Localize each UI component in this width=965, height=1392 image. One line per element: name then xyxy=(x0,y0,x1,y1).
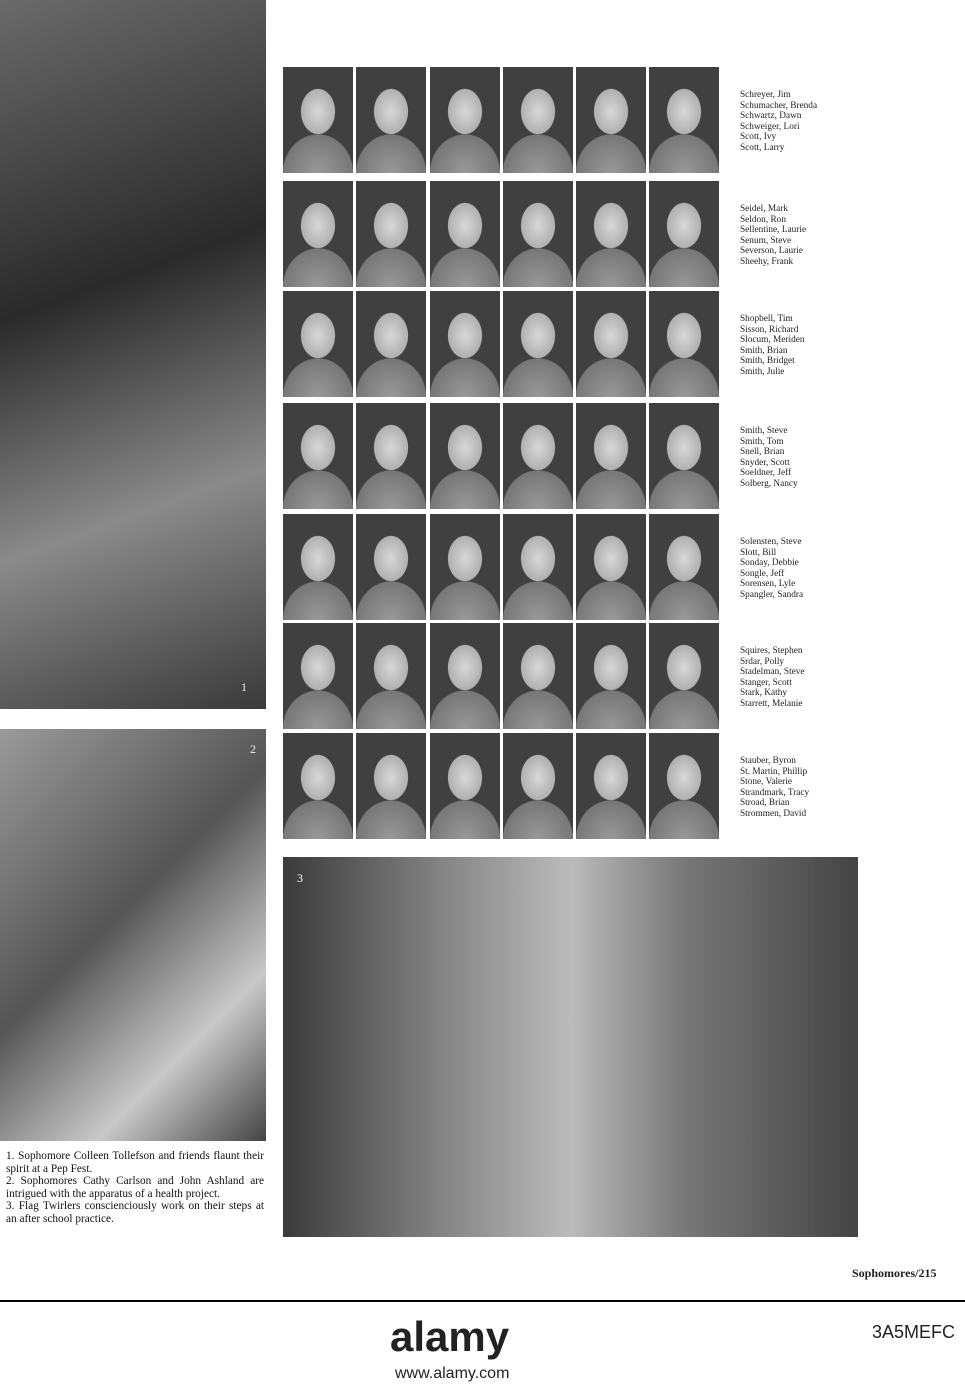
photo-flag-twirlers xyxy=(283,857,858,1237)
student-name: Songle, Jeff xyxy=(740,568,785,579)
student-name: Solensten, Steve xyxy=(740,537,802,547)
student-name: Strommen, David xyxy=(740,808,807,819)
student-portrait xyxy=(283,733,353,839)
student-portrait xyxy=(649,733,719,839)
student-name: Stroad, Brian xyxy=(740,798,790,809)
student-portrait xyxy=(649,67,719,173)
student-portrait xyxy=(430,67,500,173)
student-name: Sisson, Richard xyxy=(740,324,799,335)
student-name: Smith, Tom xyxy=(740,436,784,447)
student-portrait xyxy=(283,67,353,173)
student-name: Strandmark, Tracy xyxy=(740,787,810,798)
student-name: Snell, Brian xyxy=(740,447,785,458)
name-list xyxy=(740,204,806,268)
student-portrait xyxy=(430,623,500,729)
captions xyxy=(6,1150,264,1225)
student-portrait xyxy=(356,733,426,839)
student-name: Sorensen, Lyle xyxy=(740,579,796,590)
student-portrait xyxy=(503,403,573,509)
student-portrait xyxy=(356,623,426,729)
student-name: Snyder, Scott xyxy=(740,457,790,468)
student-portrait xyxy=(576,623,646,729)
student-portrait xyxy=(649,514,719,620)
student-name: Scott, Ivy xyxy=(740,132,777,143)
watermark-url: www.alamy.com xyxy=(395,1365,510,1382)
student-portrait xyxy=(576,67,646,173)
student-name: Soeldner, Jeff xyxy=(740,468,792,479)
name-list xyxy=(740,314,805,378)
student-name: Seidel, Mark xyxy=(740,204,789,214)
photo-number: 2 xyxy=(250,742,256,756)
photo-pep-fest xyxy=(0,0,266,709)
student-name: Senum, Steve xyxy=(740,235,792,246)
student-name: Severson, Laurie xyxy=(740,246,803,257)
student-name: Smith, Bridget xyxy=(740,356,795,367)
student-name: Starrett, Melanie xyxy=(740,698,803,709)
student-name: Slott, Bill xyxy=(740,547,777,558)
student-portrait xyxy=(503,67,573,173)
student-portrait xyxy=(649,291,719,397)
student-portrait xyxy=(576,514,646,620)
name-list xyxy=(740,756,809,820)
student-name: Stauber, Byron xyxy=(740,756,796,766)
student-portrait xyxy=(430,514,500,620)
student-portrait xyxy=(283,181,353,287)
name-list xyxy=(740,90,817,154)
student-portrait xyxy=(283,291,353,397)
student-portrait xyxy=(430,733,500,839)
caption: 1. Sophomore Colleen Tollefson and friends flaunt their spirit at a Pep Fest. xyxy=(6,1150,264,1175)
student-name: Sonday, Debbie xyxy=(740,558,799,569)
student-portrait xyxy=(356,291,426,397)
page-footer: Sophomores/215 xyxy=(852,1266,937,1280)
student-portrait xyxy=(430,291,500,397)
student-name: Solberg, Nancy xyxy=(740,478,798,489)
student-portrait xyxy=(356,403,426,509)
caption: 2. Sophomores Cathy Carlson and John Ashland are intrigued with the apparatus of a health project. xyxy=(6,1175,264,1200)
student-name: Smith, Julie xyxy=(740,366,785,377)
student-portrait xyxy=(576,733,646,839)
student-name: Spangler, Sandra xyxy=(740,589,804,600)
student-portrait xyxy=(503,733,573,839)
image-id: 3A5MEFC xyxy=(871,1322,955,1342)
student-portrait xyxy=(356,67,426,173)
student-name: Smith, Brian xyxy=(740,345,788,356)
student-portrait xyxy=(430,403,500,509)
photo-health-project xyxy=(0,729,266,1141)
student-name: Schreyer, Jim xyxy=(740,90,791,100)
student-portrait xyxy=(503,291,573,397)
student-portrait xyxy=(649,403,719,509)
student-name: Srdar, Polly xyxy=(740,656,785,667)
photo-number: 3 xyxy=(297,871,303,885)
student-portrait xyxy=(356,514,426,620)
name-list xyxy=(740,426,798,490)
student-portrait xyxy=(503,623,573,729)
student-name: Slocum, Meriden xyxy=(740,335,805,346)
student-name: Sellentine, Laurie xyxy=(740,225,807,236)
alamy-logo: alamy xyxy=(390,1313,510,1360)
student-portrait xyxy=(576,181,646,287)
student-name: Stark, Kathy xyxy=(740,688,787,699)
student-name: Stadelman, Steve xyxy=(740,667,805,678)
student-name: St. Martin, Phillip xyxy=(740,766,808,777)
name-list xyxy=(740,646,805,710)
student-name: Stone, Valerie xyxy=(740,777,792,788)
student-name: Schumacher, Brenda xyxy=(740,100,818,111)
student-portrait xyxy=(649,181,719,287)
student-name: Scott, Larry xyxy=(740,142,785,153)
student-portrait xyxy=(649,623,719,729)
caption: 3. Flag Twirlers conscienciously work on their steps at an after school practice. xyxy=(6,1200,264,1225)
student-name: Schwartz, Dawn xyxy=(740,111,802,122)
name-list xyxy=(740,537,803,601)
student-name: Shopbell, Tim xyxy=(740,314,793,324)
student-portrait xyxy=(503,514,573,620)
student-name: Sheehy, Frank xyxy=(740,256,794,267)
student-portrait xyxy=(356,181,426,287)
student-name: Seldon, Ron xyxy=(740,214,786,225)
photo-number: 1 xyxy=(241,680,247,694)
student-name: Smith, Steve xyxy=(740,426,788,436)
student-portrait xyxy=(283,514,353,620)
student-portrait xyxy=(576,291,646,397)
student-name: Stanger, Scott xyxy=(740,677,792,688)
student-name: Squires, Stephen xyxy=(740,646,803,656)
student-name: Schweiger, Lori xyxy=(740,121,800,132)
student-portrait xyxy=(430,181,500,287)
student-portrait xyxy=(283,623,353,729)
student-portrait xyxy=(283,403,353,509)
student-portrait xyxy=(503,181,573,287)
student-portrait xyxy=(576,403,646,509)
